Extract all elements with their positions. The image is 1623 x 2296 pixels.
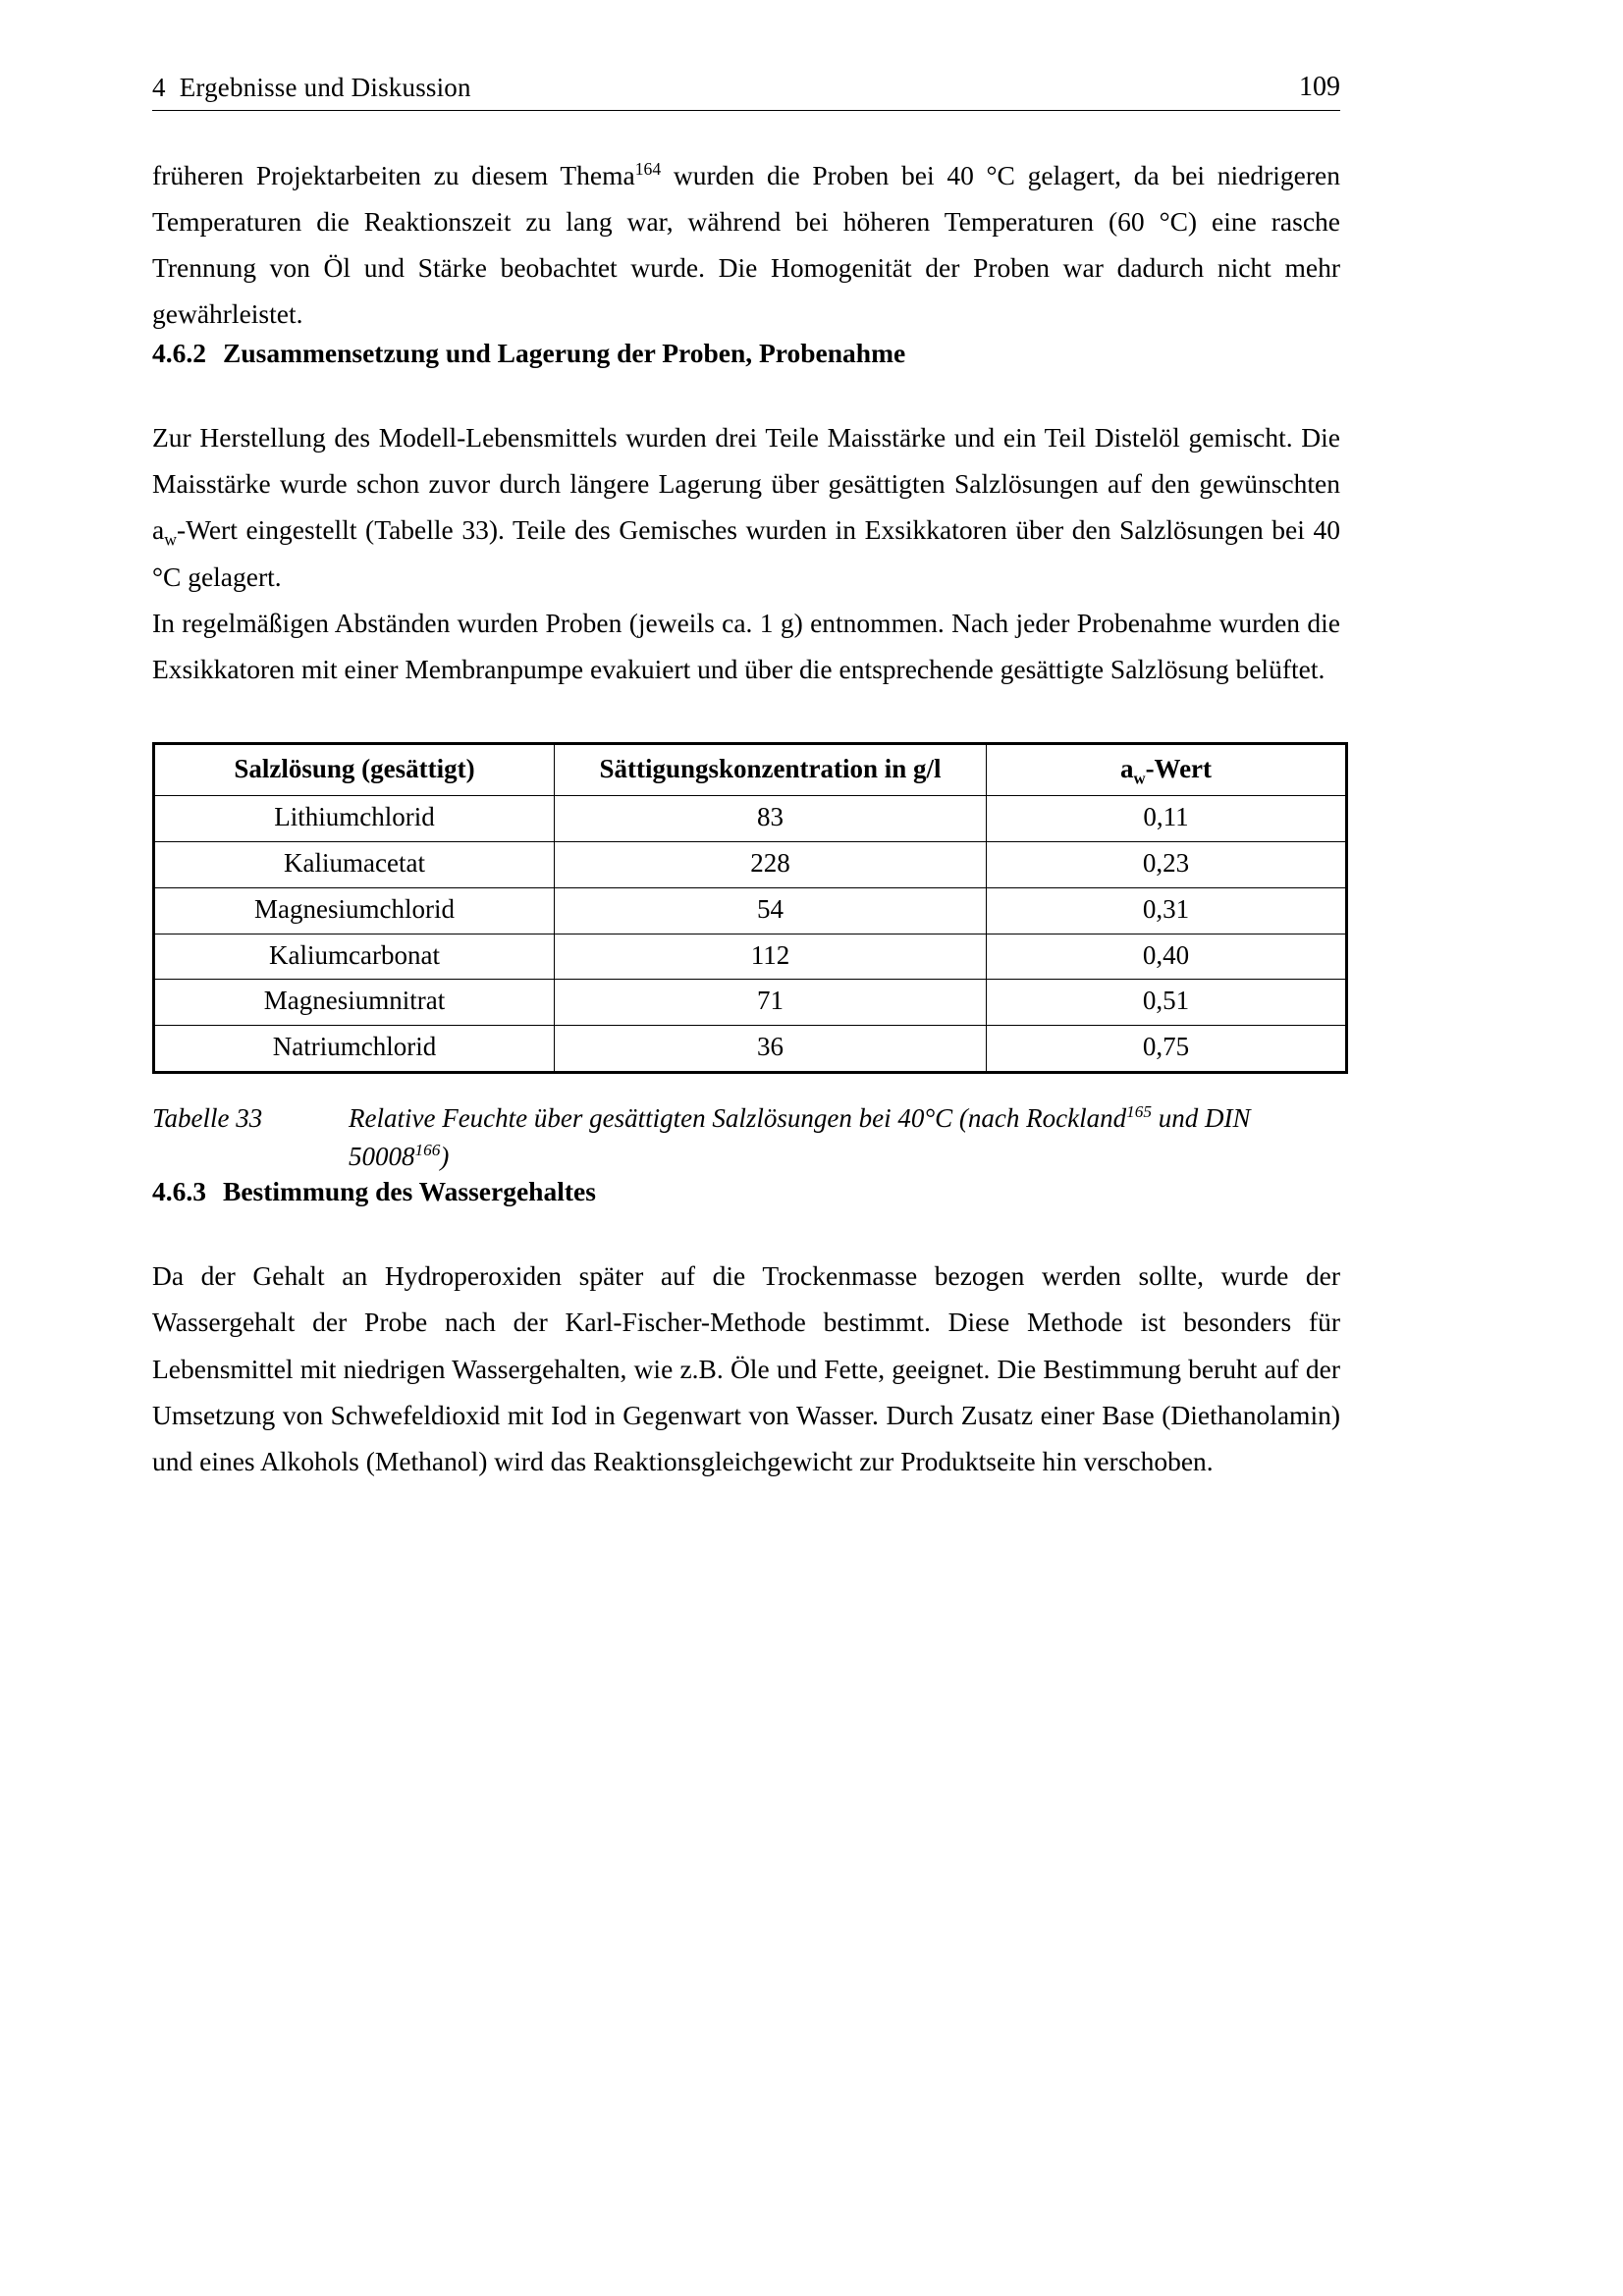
footnote-ref-165: 165 (1126, 1101, 1153, 1121)
cell-salt: Lithiumchlorid (154, 796, 555, 842)
cell-salt: Natriumchlorid (154, 1026, 555, 1073)
header-section-number: 4 (152, 73, 166, 103)
page-content (152, 71, 1340, 1485)
paragraph-4-6-2-a-part1: Zur Herstellung des Modell-Lebensmittels wurden drei Teile Maisstärke und ein Teil Distelöl gemischt. Die Maisstärke wurde schon zuvor durch längere Lagerung über gesättigten Salzlösungen auf den gewünschten a (152, 421, 1340, 546)
caption-text-part1: Relative Feuchte über gesättigten Salzlösungen bei 40°C (nach Rockland (349, 1102, 1127, 1133)
spacer (152, 369, 1340, 414)
heading-4-6-3-text: Bestimmung des Wassergehaltes (223, 1176, 596, 1207)
table-header-salt: Salzlösung (gesättigt) (154, 743, 555, 796)
heading-4-6-3 (152, 1176, 1340, 1207)
cell-concentration: 71 (555, 980, 987, 1026)
footnote-ref-166: 166 (414, 1140, 441, 1159)
cell-concentration: 228 (555, 842, 987, 888)
paragraph-4-6-2-b: In regelmäßigen Abständen wurden Proben (jeweils ca. 1 g) entnommen. Nach jeder Probenahme wurden die Exsikkatoren mit einer Membranpumpe evakuiert und über die entsprechende gesättigte Salzlösung belüftet. (152, 607, 1340, 685)
table-row (154, 796, 1347, 842)
table-header-aw (987, 743, 1347, 796)
paragraph-intro-part2: wurden die Proben bei 40 °C gelagert, da bei niedrigeren Temperaturen die Reaktionszeit zu lang war, während bei höheren Temperaturen (60 °C) eine rasche Trennung von Öl und Stärke beobachtet wurde. Die Homogenität der Proben war dadurch nicht mehr gewährleistet. (152, 159, 1340, 330)
heading-4-6-2-number: 4.6.2 (152, 337, 206, 368)
caption-text-part3: ) (440, 1141, 450, 1171)
cell-salt: Magnesiumchlorid (154, 887, 555, 934)
caption-text (349, 1099, 1340, 1176)
cell-aw: 0,40 (987, 934, 1347, 980)
paragraph-intro (152, 152, 1340, 338)
table-row (154, 934, 1347, 980)
table-row (154, 887, 1347, 934)
heading-4-6-2-text: Zusammensetzung und Lagerung der Proben, Probenahme (223, 337, 906, 368)
heading-4-6-2 (152, 338, 1340, 369)
paragraph-intro-part1: früheren Projektarbeiten zu diesem Thema (152, 159, 635, 190)
table-row (154, 842, 1347, 888)
cell-concentration: 83 (555, 796, 987, 842)
spacer (152, 1207, 1340, 1253)
caption-label: Tabelle 33 (152, 1102, 263, 1133)
cell-aw: 0,51 (987, 980, 1347, 1026)
table-header-aw-pre: a (1119, 753, 1134, 783)
header-section-title: Ergebnisse und Diskussion (179, 73, 471, 103)
paragraph-4-6-3-a: Da der Gehalt an Hydroperoxiden später auf die Trockenmasse bezogen werden sollte, wurde der Wassergehalt der Probe nach der Karl-Fischer-Methode bestimmt. Diese Methode ist besonders für Lebensmittel mit niedrigen Wassergehalten, wie z.B. Öle und Fette, geeignet. Die Bestimmung beruht auf der Umsetzung von Schwefeldioxid mit Iod in Gegenwart von Wasser. Durch Zusatz einer Base (Diethanolamin) und eines Alkohols (Methanol) wird das Reaktionsgleichgewicht zur Produktseite hin verschoben. (152, 1260, 1340, 1477)
aw-subscript: w (164, 529, 177, 550)
cell-concentration: 112 (555, 934, 987, 980)
cell-salt: Kaliumacetat (154, 842, 555, 888)
table-header-concentration: Sättigungskonzentration in g/l (555, 743, 987, 796)
caption-text-part2: und DIN 50008 (349, 1102, 1251, 1171)
cell-aw: 0,31 (987, 887, 1347, 934)
footnote-ref-164: 164 (634, 158, 662, 179)
cell-concentration: 54 (555, 887, 987, 934)
page-number: 109 (1299, 72, 1340, 102)
cell-salt: Magnesiumnitrat (154, 980, 555, 1026)
table-33 (152, 742, 1348, 1074)
cell-concentration: 36 (555, 1026, 987, 1073)
table-header-aw-sub: w (1133, 768, 1146, 787)
heading-4-6-3-number: 4.6.3 (152, 1176, 206, 1207)
cell-salt: Kaliumcarbonat (154, 934, 555, 980)
header-section (152, 72, 471, 103)
cell-aw: 0,75 (987, 1026, 1347, 1073)
cell-aw: 0,11 (987, 796, 1347, 842)
table-row (154, 980, 1347, 1026)
table-row (154, 1026, 1347, 1073)
table-header-row (154, 743, 1347, 796)
paragraph-4-6-2-a (152, 414, 1340, 600)
running-header (152, 71, 1340, 111)
paragraph-4-6-2-a-part2: -Wert eingestellt (Tabelle 33). Teile des Gemisches wurden in Exsikkatoren über den Salzlösungen bei 40 °C gelagert. (152, 514, 1340, 592)
table-header-aw-post: -Wert (1145, 753, 1213, 783)
cell-aw: 0,23 (987, 842, 1347, 888)
table-33-caption (152, 1099, 1340, 1176)
